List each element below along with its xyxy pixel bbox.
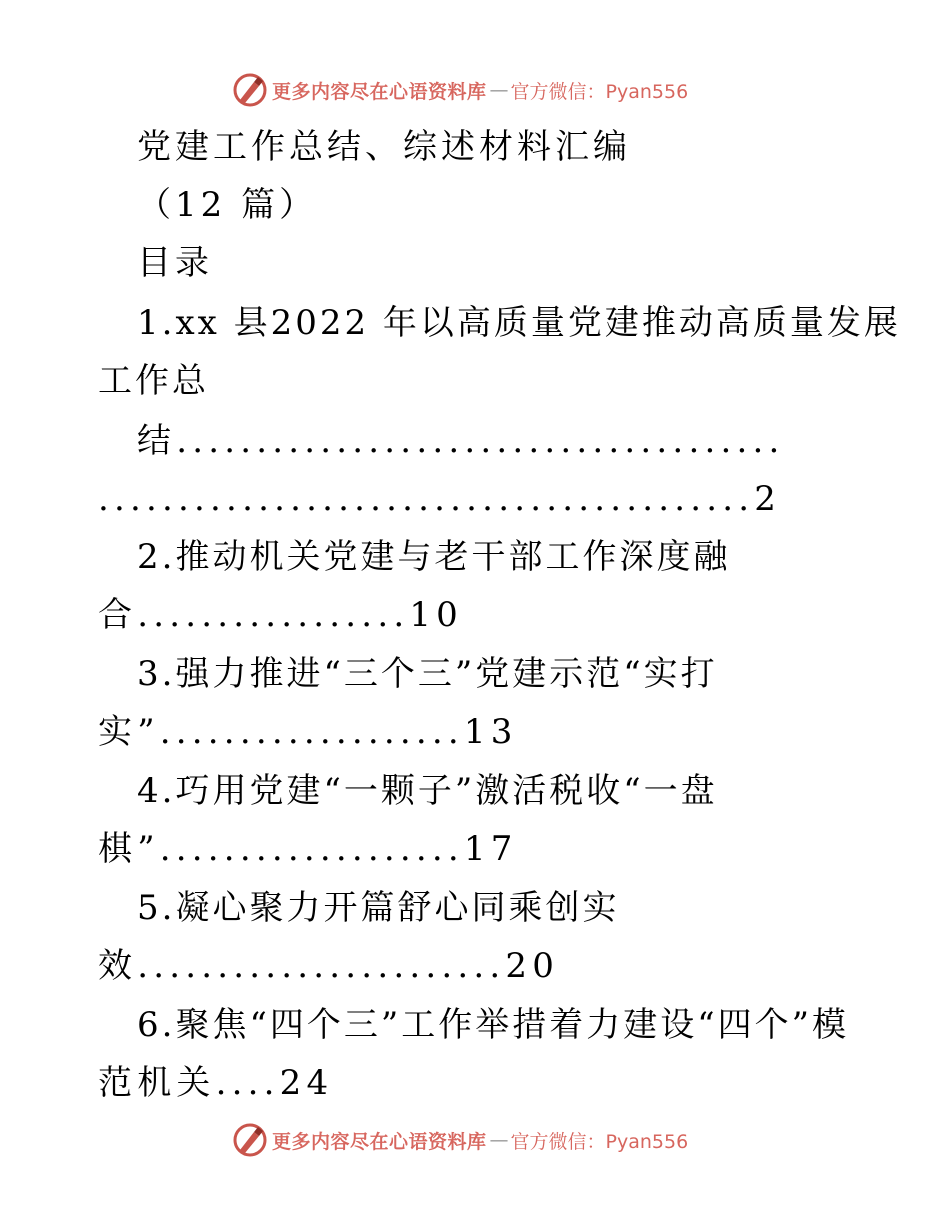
header-watermark-banner xyxy=(232,70,688,110)
banner-separator: — xyxy=(489,1129,509,1151)
document-subtitle: （12 篇） xyxy=(137,185,318,225)
toc-heading: 目录 xyxy=(137,243,213,283)
toc-entry-1-line-3[interactable]: 结...................................... xyxy=(137,421,785,461)
toc-entry-4-line-1[interactable]: 4.巧用党建“一颗子”激活税收“一盘 xyxy=(137,771,718,811)
toc-entry-2-line-1[interactable]: 2.推动机关党建与老干部工作深度融 xyxy=(137,537,731,577)
toc-entry-5-line-2[interactable]: 效.......................20 xyxy=(98,946,560,986)
banner-text: 更多内容尽在心语资料库 xyxy=(272,80,487,103)
toc-entry-2-line-2[interactable]: 合.................10 xyxy=(98,595,463,635)
toc-entry-4-line-2[interactable]: 棋”...................17 xyxy=(98,829,518,869)
pen-nib-logo-icon xyxy=(232,1122,268,1158)
toc-entry-1-line-4[interactable]: .........................................2 xyxy=(98,479,782,519)
toc-entry-1-line-2[interactable]: 工作总 xyxy=(98,361,209,401)
toc-entry-3-line-2[interactable]: 实”...................13 xyxy=(98,712,518,752)
banner-wechat: 官方微信：Pyan556 xyxy=(510,1130,689,1153)
toc-entry-1-line-1[interactable]: 1.xx 县2022 年以高质量党建推动高质量发展 xyxy=(137,303,901,343)
toc-entry-3-line-1[interactable]: 3.强力推进“三个三”党建示范“实打 xyxy=(137,654,718,694)
pen-nib-logo-icon xyxy=(232,72,268,108)
footer-watermark-banner xyxy=(232,1120,688,1160)
toc-entry-5-line-1[interactable]: 5.凝心聚力开篇舒心同乘创实 xyxy=(137,888,620,928)
toc-entry-6-line-2[interactable]: 范机关....24 xyxy=(98,1063,334,1103)
toc-entry-6-line-1[interactable]: 6.聚焦“四个三”工作举措着力建设“四个”模 xyxy=(137,1005,849,1045)
banner-wechat: 官方微信：Pyan556 xyxy=(510,80,689,103)
banner-separator: — xyxy=(489,79,509,101)
document-title: 党建工作总结、综述材料汇编 xyxy=(137,127,631,167)
banner-text: 更多内容尽在心语资料库 xyxy=(272,1130,487,1153)
